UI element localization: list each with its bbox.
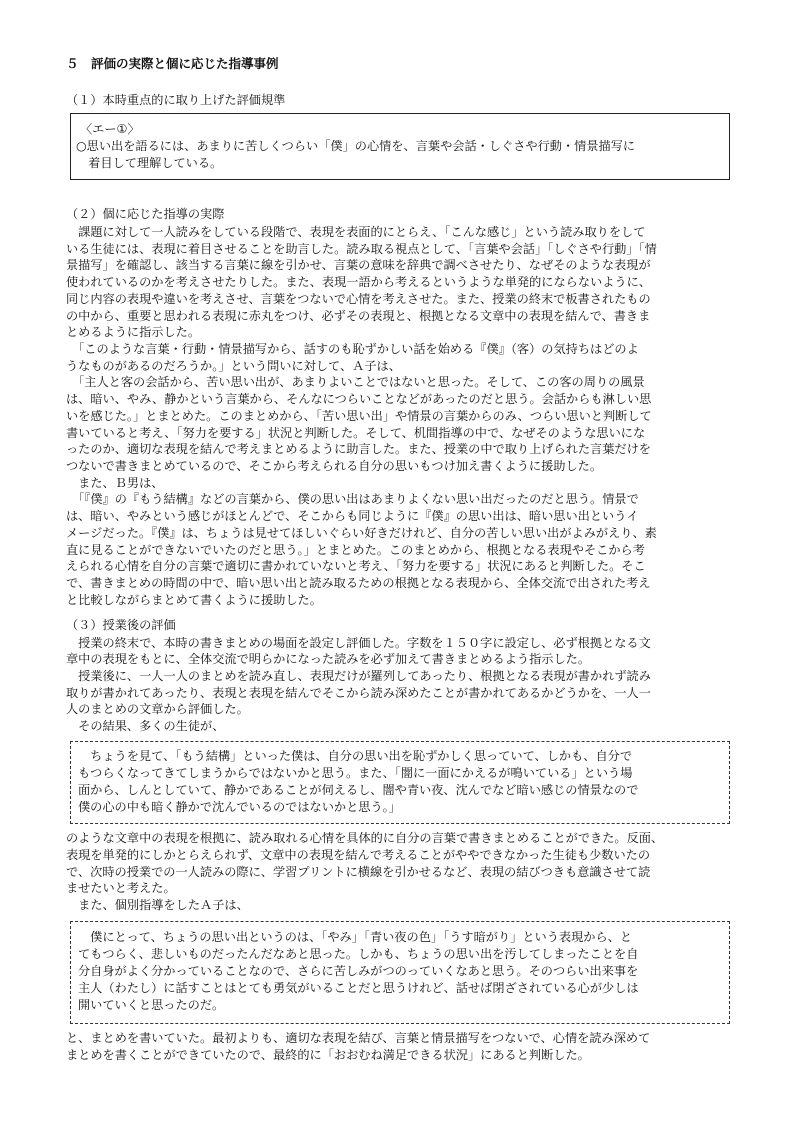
body-line: と比較しながらまとめて書くように援助した。 — [66, 593, 322, 607]
quote-line: 僕にとって、ちょうの思い出というのは、「やみ」「青い夜の色」「うす暗がり」という表現から、と — [78, 930, 633, 944]
guidance-heading: （２）個に応じた指導の実際 — [66, 207, 225, 221]
quote-line: 開いていくと思ったのだ。 — [78, 998, 225, 1012]
quote-line: もつらくなってきてしまうからではないかと思う。また、「闇に一面にかえるが鳴いている」という場 — [78, 766, 633, 780]
body-line: ませたいと考えた。 — [66, 881, 176, 895]
body-line: また、個別指導をしたＡ子は、 — [66, 898, 249, 912]
body-line: 景描写」を確認し、該当する言葉に線を引かせ、言葉の意味を辞典で調べさせたり、なぜそのような表現が — [66, 258, 651, 272]
body-line: えられる心情を自分の言葉で適切に書かれていないと考え、「努力を要する」状況にあると判断した。そこ — [66, 559, 646, 573]
body-line: いを感じた。」とまとめた。このまとめから、「苦い思い出」や情景の言葉からのみ、つらい思いと判断して — [66, 409, 652, 423]
body-line: 課題に対して一人読みをしている段階で、表現を表面的にとらえ、「こんな感じ」という読み取りをして — [66, 225, 646, 239]
quote-line: てもつらく、悲しいものだったんだなあと思った。しかも、ちょうの思い出を汚してしまったことを自 — [78, 947, 639, 961]
body-line: 表現を単発的にしかとらえられず、文章中の表現を結んで考えることがややできなかった生徒も少数いたの — [66, 848, 651, 862]
quote-line: 主人（わたし）に話すことはとても勇気がいることだと思うけれど、話せば閉ざされている心が少しは — [78, 981, 639, 995]
body-line: いる生徒には、表現に着目させることを助言した。読み取る視点として、「言葉や会話」「しぐさや行動」「情 — [66, 242, 657, 256]
body-line: 人のまとめの文章から評価した。 — [66, 702, 249, 716]
criteria-line: ○思い出を語るには、あまりに苦しくつらい「僕」の心情を、言葉や会話・しぐさや行動・情景描写に — [76, 139, 636, 153]
body-line: 書いていると考え、「努力を要する」状況と判断した。そして、机間指導の中で、なぜそのような思いにな — [66, 426, 646, 440]
evaluation-heading: （３）授業後の評価 — [66, 618, 176, 632]
body-line: まとめを書くことができていたので、最終的に「おおむね満足できる状況」にあると判断した。 — [66, 1048, 590, 1062]
body-line: で、次時の授業での一人読みの際に、学習プリントに横線を引かせるなど、表現の結びつきも意識させて読 — [66, 865, 651, 879]
body-line: メージだった。『僕』は、ちょうは見せてほしいぐらい好きだけれど、自分の苦しい思い出がよみがえり、素 — [66, 526, 657, 540]
body-line: 使われているのかを考えさせたりした。また、表現一語から考えるというような単発的にならないように、 — [66, 275, 651, 289]
body-line: ったのか、適切な表現を結んで考えまとめるように助言した。また、授業の中で取り上げられた言葉だけを — [66, 442, 651, 456]
quote-line: ちょうを見て、「もう結構」といった僕は、自分の思い出を恥ずかしく思っていて、しかも、自分で — [78, 749, 633, 763]
body-line: 直に見ることができないでいたのだと思う。」とまとめた。このまとめから、根拠となる表現やそこから考 — [66, 543, 645, 557]
body-line: 「このような言葉・行動・情景描写から、話すのも恥ずかしい話を始める『僕』（客）の気持ちはどのよ — [66, 342, 639, 356]
criteria-line: 着目して理解している。 — [76, 156, 223, 170]
body-line: の中から、重要と思われる表現に赤丸をつけ、必ずその表現と、根拠となる文章中の表現を結んで、書きま — [66, 309, 651, 323]
body-line: と、まとめを書いていた。最初よりも、適切な表現を結び、言葉と情景描写をつないで、心情を読み深めて — [66, 1031, 651, 1045]
criteria-heading: （１）本時重点的に取り上げた評価規準 — [66, 93, 286, 107]
quote-line: 面から、しんとしていて、静かであることが伺えるし、闇や青い夜、沈んでなど暗い感じの情景なので — [78, 783, 639, 797]
body-line: は、暗い、やみ、静かという言葉から、そんなにつらいことなどがあったのだと思う。会話からも淋しい思 — [66, 392, 652, 406]
criteria-label: 〈エー①〉 — [80, 122, 140, 136]
body-line: は、暗い、やみという感じがほとんどで、そこからも同じように『僕』の思い出は、暗い思い出というイ — [66, 509, 639, 523]
body-line: 同じ内容の表現や違いを考えさせ、言葉をつないで心情を考えさせた。また、授業の終末で板書されたもの — [66, 292, 651, 306]
body-line: 「『僕』の『もう結構』などの言葉から、僕の思い出はあまりよくない思い出だったのだと思う。情景で — [66, 492, 639, 506]
body-line: その結果、多くの生徒が、 — [66, 719, 225, 733]
section-title: ５ 評価の実際と個に応じた指導事例 — [66, 56, 279, 71]
body-line: 章中の表現をもとに、全体交流で明らかになった読みを必ず加えて書きまとめるよう指示した。 — [66, 652, 591, 666]
body-line: うなものがあるのだろうか。」という問いに対して、Ａ子は、 — [66, 359, 401, 373]
quote-line: 分自身がよく分かっていることなので、さらに苦しみがつのっていくなあと思う。そのつらい出来事を — [78, 964, 639, 978]
body-line: とめるように指示した。 — [66, 325, 201, 339]
quote-line: 僕の心の中も暗く静かで沈んでいるのではないかと思う。」 — [78, 800, 401, 814]
body-line: で、書きまとめの時間の中で、暗い思い出と読み取るための根拠となる表現から、全体交流で出された考え — [66, 576, 651, 590]
body-line: のような文章中の表現を根拠に、読み取れる心情を具体的に自分の言葉で書きまとめることができた。反面、 — [66, 831, 664, 845]
body-line: 「主人と客の会話から、苦い思い出が、あまりよいことではないと思った。そして、この客の周りの風景 — [66, 375, 645, 389]
body-line: また、Ｂ男は、 — [66, 476, 164, 490]
body-line: 取りが書かれてあったり、表現と表現を結んでそこから読み深めたことが書かれてあるかどうかを、一人一 — [66, 686, 651, 700]
body-line: 授業後に、一人一人のまとめを読み直し、表現だけが羅列してあったり、根拠となる表現が書かれず読み — [66, 669, 651, 683]
body-line: 授業の終末で、本時の書きまとめの場面を設定し評価した。字数を１５０字に設定し、必ず根拠となる文 — [66, 636, 651, 650]
body-line: つないで書きまとめているので、そこから考えられる自分の思いもつけ加え書くように援助した。 — [66, 459, 603, 473]
